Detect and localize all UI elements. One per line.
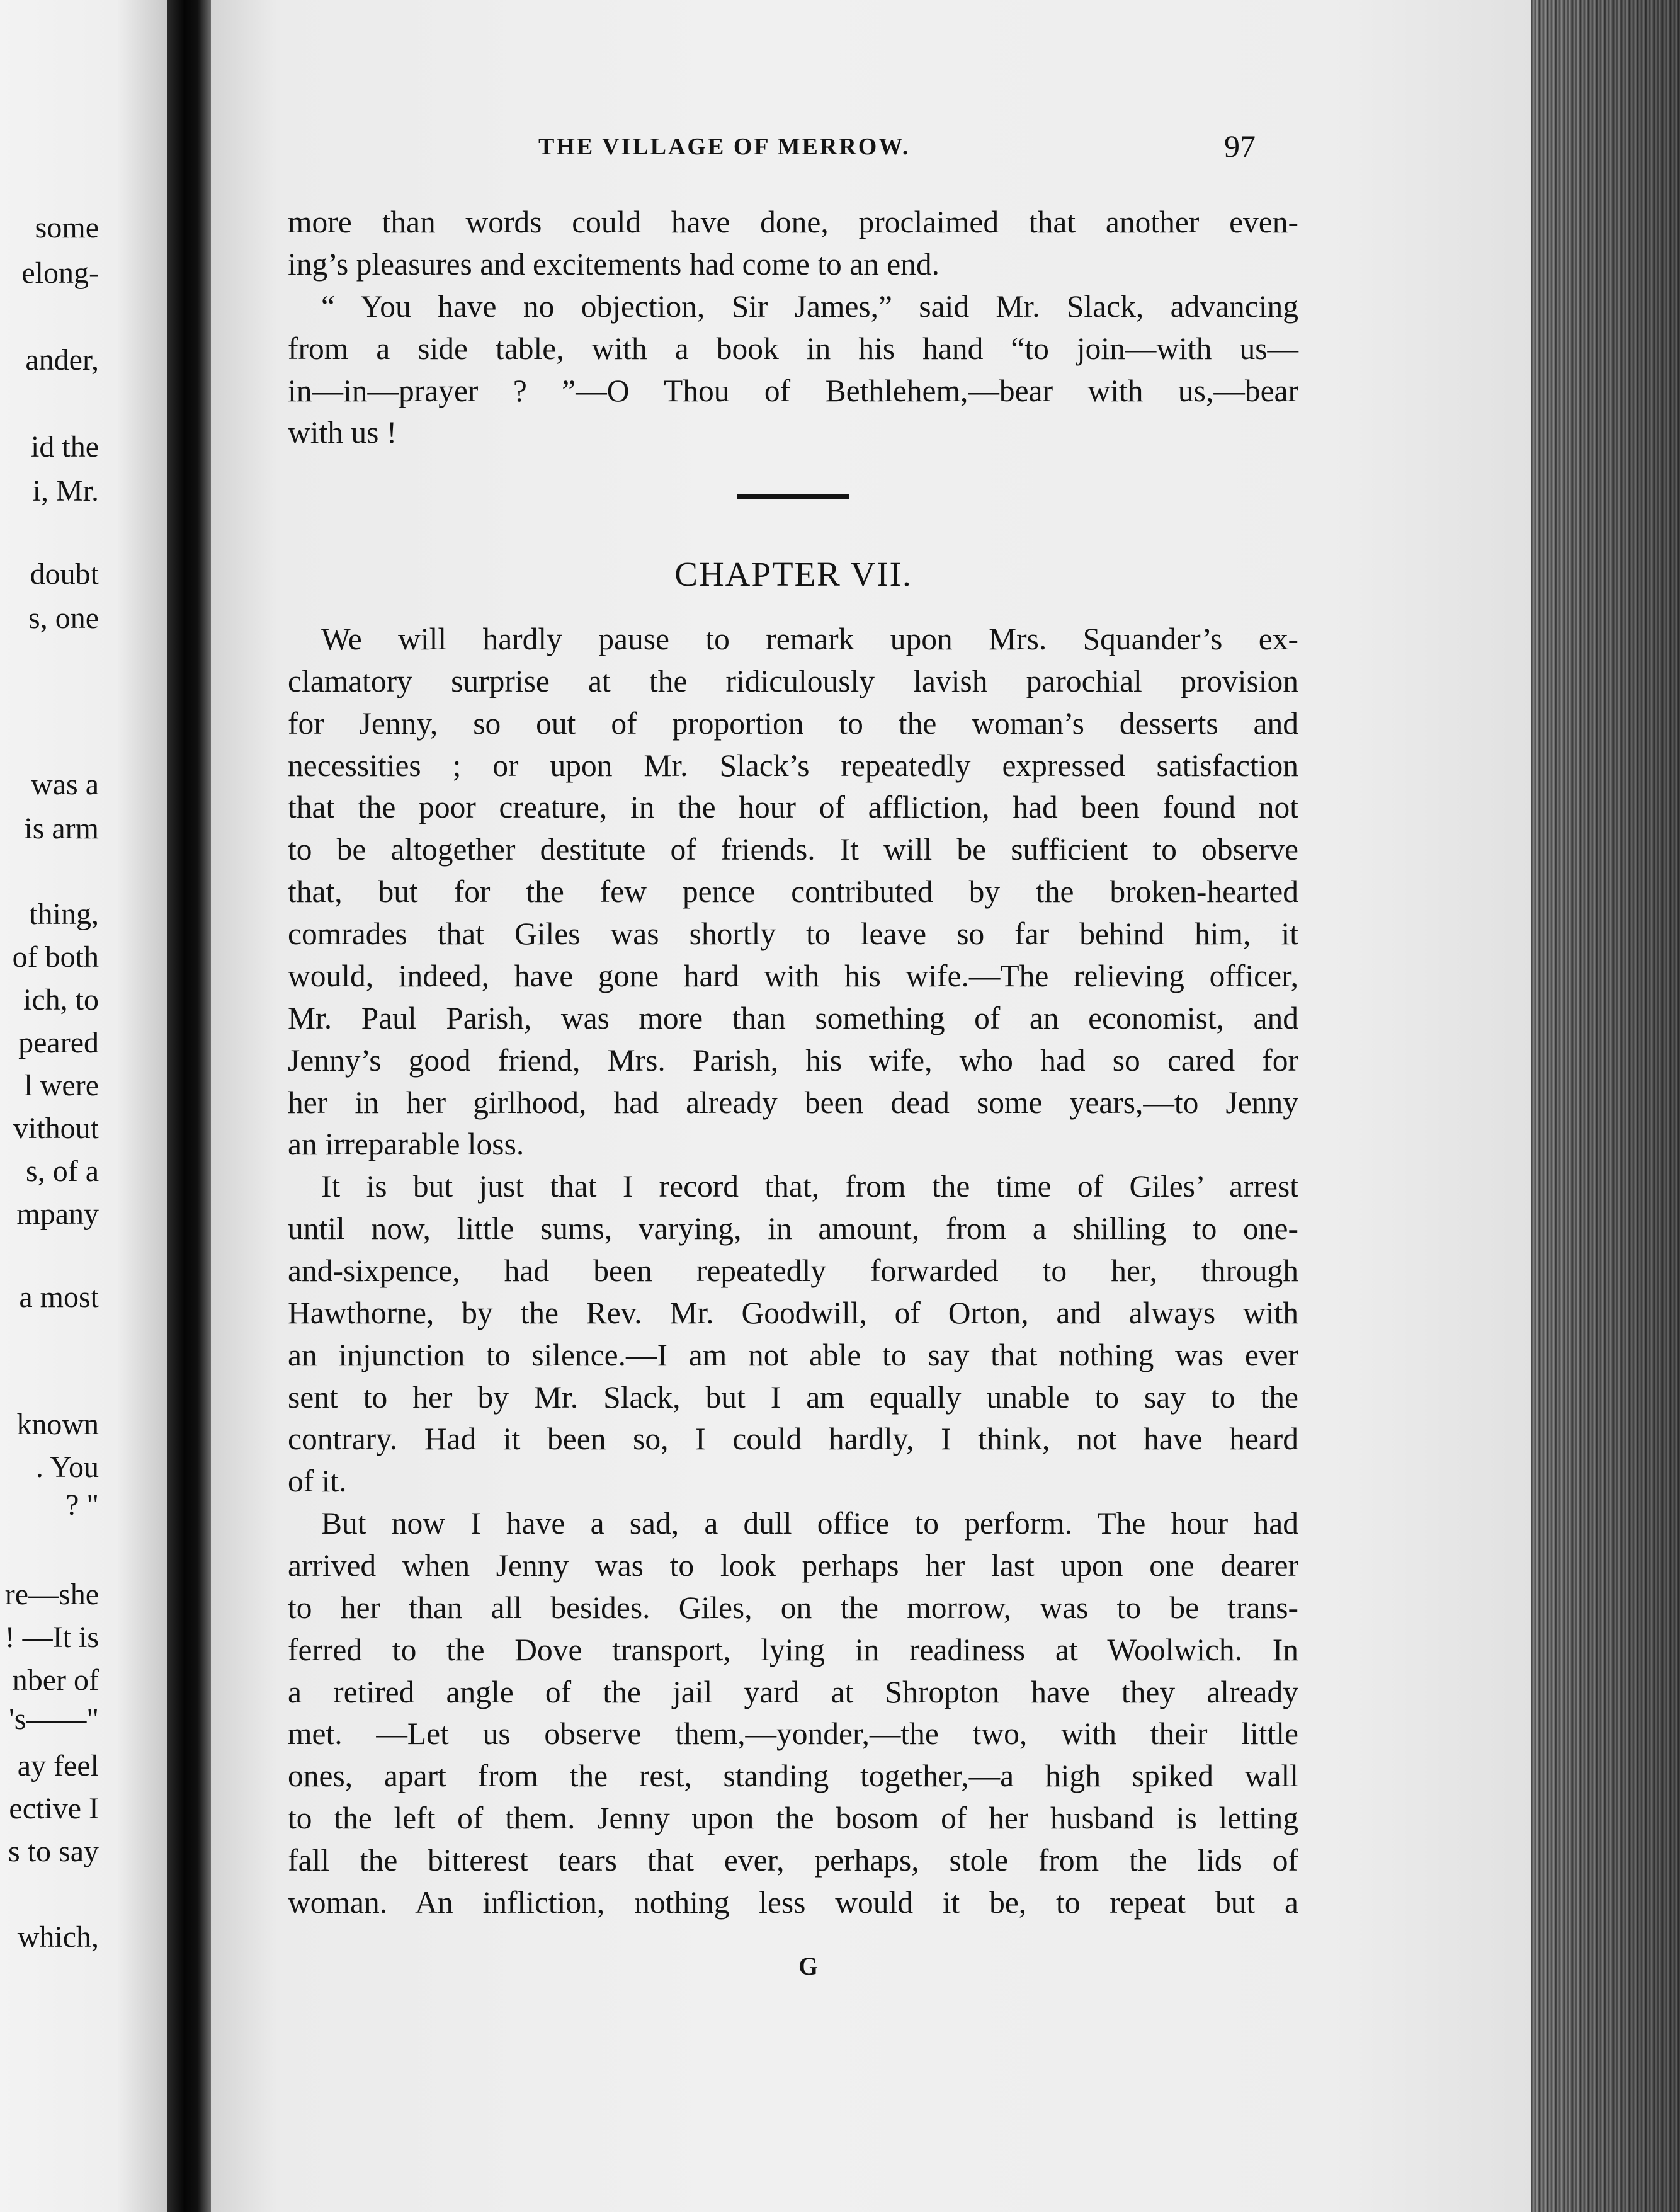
text-line: would, indeed, have gone hard with his wife.—The relieving officer, <box>288 959 1298 993</box>
text-line: that the poor creature, in the hour of affliction, had been found not <box>288 790 1298 824</box>
text-line: contrary. Had it been so, I could hardly, I think, not have heard <box>288 1422 1298 1456</box>
signature-mark: G <box>798 1952 819 1980</box>
text-line: sent to her by Mr. Slack, but I am equally unable to say to the <box>288 1380 1298 1415</box>
text-line: with us ! <box>288 415 397 450</box>
text-line: fall the bitterest tears that ever, perhaps, stole from the lids of <box>288 1843 1298 1878</box>
left-page-line: doubt <box>30 557 99 591</box>
text-line: until now, little sums, varying, in amount, from a shilling to one- <box>288 1211 1298 1246</box>
text-line: to be altogether destitute of friends. It will be sufficient to observe <box>288 832 1298 867</box>
page-edges <box>1531 0 1680 2212</box>
left-page-line: s to say <box>8 1835 99 1868</box>
text-line: But now I have a sad, a dull office to perform. The hour had <box>321 1506 1298 1541</box>
text-line: more than words could have done, proclaimed that another even- <box>288 205 1298 239</box>
left-page-line: ay feel <box>17 1749 99 1782</box>
text-line: to her than all besides. Giles, on the morrow, was to be trans- <box>288 1590 1298 1625</box>
text-line: We will hardly pause to remark upon Mrs. Squander’s ex- <box>321 622 1298 656</box>
text-line: woman. An infliction, nothing less would it be, to repeat but a <box>288 1885 1298 1920</box>
left-page-line: was a <box>31 768 99 801</box>
text-line: from a side table, with a book in his hand “to join—with us— <box>288 331 1298 366</box>
left-page-line: is arm <box>24 812 99 845</box>
left-page-line: i, Mr. <box>32 474 99 508</box>
left-page-line: elong- <box>21 256 99 290</box>
text-line: in—in—prayer ? ”—O Thou of Bethlehem,—bear with us,—bear <box>288 373 1298 408</box>
text-line: comrades that Giles was shortly to leave so far behind him, it <box>288 916 1298 951</box>
text-line: that, but for the few pence contributed by the broken-hearted <box>288 874 1298 909</box>
text-line: her in her girlhood, had already been dead some years,—to Jenny <box>288 1085 1298 1120</box>
running-head: THE VILLAGE OF MERROW. <box>538 134 911 160</box>
text-line: an irreparable loss. <box>288 1127 525 1161</box>
text-line: a retired angle of the jail yard at Shropton have they already <box>288 1675 1298 1709</box>
text-line: necessities ; or upon Mr. Slack’s repeatedly expressed satisfaction <box>288 748 1298 783</box>
left-page-line: nber of <box>12 1663 99 1697</box>
left-page-line: ich, to <box>23 983 99 1017</box>
left-page-line: thing, <box>29 898 99 931</box>
left-page-line: a most <box>19 1280 99 1314</box>
text-line: ferred to the Dove transport, lying in readiness at Woolwich. In <box>288 1633 1298 1667</box>
left-page-line: re—she <box>4 1578 99 1611</box>
left-page-line: l were <box>24 1069 99 1102</box>
left-page-line: ander, <box>25 343 99 377</box>
text-line: met. —Let us observe them,—yonder,—the two, with their little <box>288 1716 1298 1751</box>
text-line: Hawthorne, by the Rev. Mr. Goodwill, of Orton, and always with <box>288 1296 1298 1330</box>
text-line: clamatory surprise at the ridiculously lavish parochial provision <box>288 664 1298 698</box>
text-line: “ You have no objection, Sir James,” said Mr. Slack, advancing <box>321 289 1298 324</box>
left-page-line: id the <box>31 430 99 464</box>
left-page-line: which, <box>17 1920 99 1954</box>
text-line: an injunction to silence.—I am not able to say that nothing was ever <box>288 1338 1298 1372</box>
text-line: to the left of them. Jenny upon the bosom of her husband is letting <box>288 1801 1298 1835</box>
text-line: Jenny’s good friend, Mrs. Parish, his wife, who had so cared for <box>288 1043 1298 1078</box>
left-page-line: some <box>35 211 99 244</box>
left-page-line: ective I <box>9 1792 99 1825</box>
left-page-line: known <box>16 1408 99 1441</box>
left-facing-page <box>0 0 167 2212</box>
section-divider-rule <box>737 494 849 499</box>
text-line: It is but just that I record that, from the time of Giles’ arrest <box>321 1169 1298 1204</box>
chapter-heading: CHAPTER VII. <box>674 555 912 593</box>
text-line: and-sixpence, had been repeatedly forwarded to her, through <box>288 1253 1298 1288</box>
text-line: arrived when Jenny was to look perhaps her last upon one dearer <box>288 1548 1298 1583</box>
left-page-line: ? " <box>65 1488 99 1522</box>
left-page-line: mpany <box>16 1197 99 1231</box>
text-line: for Jenny, so out of proportion to the woman’s desserts and <box>288 706 1298 741</box>
text-line: Mr. Paul Parish, was more than something of an economist, and <box>288 1001 1298 1035</box>
left-page-line: 's——" <box>9 1702 99 1736</box>
left-page-line: . You <box>35 1451 99 1484</box>
left-page-line: s, one <box>28 601 99 635</box>
left-page-line: ! —It is <box>4 1621 99 1654</box>
left-page-line: peared <box>18 1026 99 1059</box>
left-page-line: s, of a <box>26 1154 99 1188</box>
text-line: ing’s pleasures and excitements had come to an end. <box>288 247 940 282</box>
left-page-line: vithout <box>13 1112 99 1145</box>
text-line: ones, apart from the rest, standing together,—a high spiked wall <box>288 1759 1298 1793</box>
page-number: 97 <box>1224 128 1256 164</box>
left-page-line: of both <box>12 940 99 974</box>
text-line: of it. <box>288 1464 347 1498</box>
book-gutter <box>167 0 211 2212</box>
